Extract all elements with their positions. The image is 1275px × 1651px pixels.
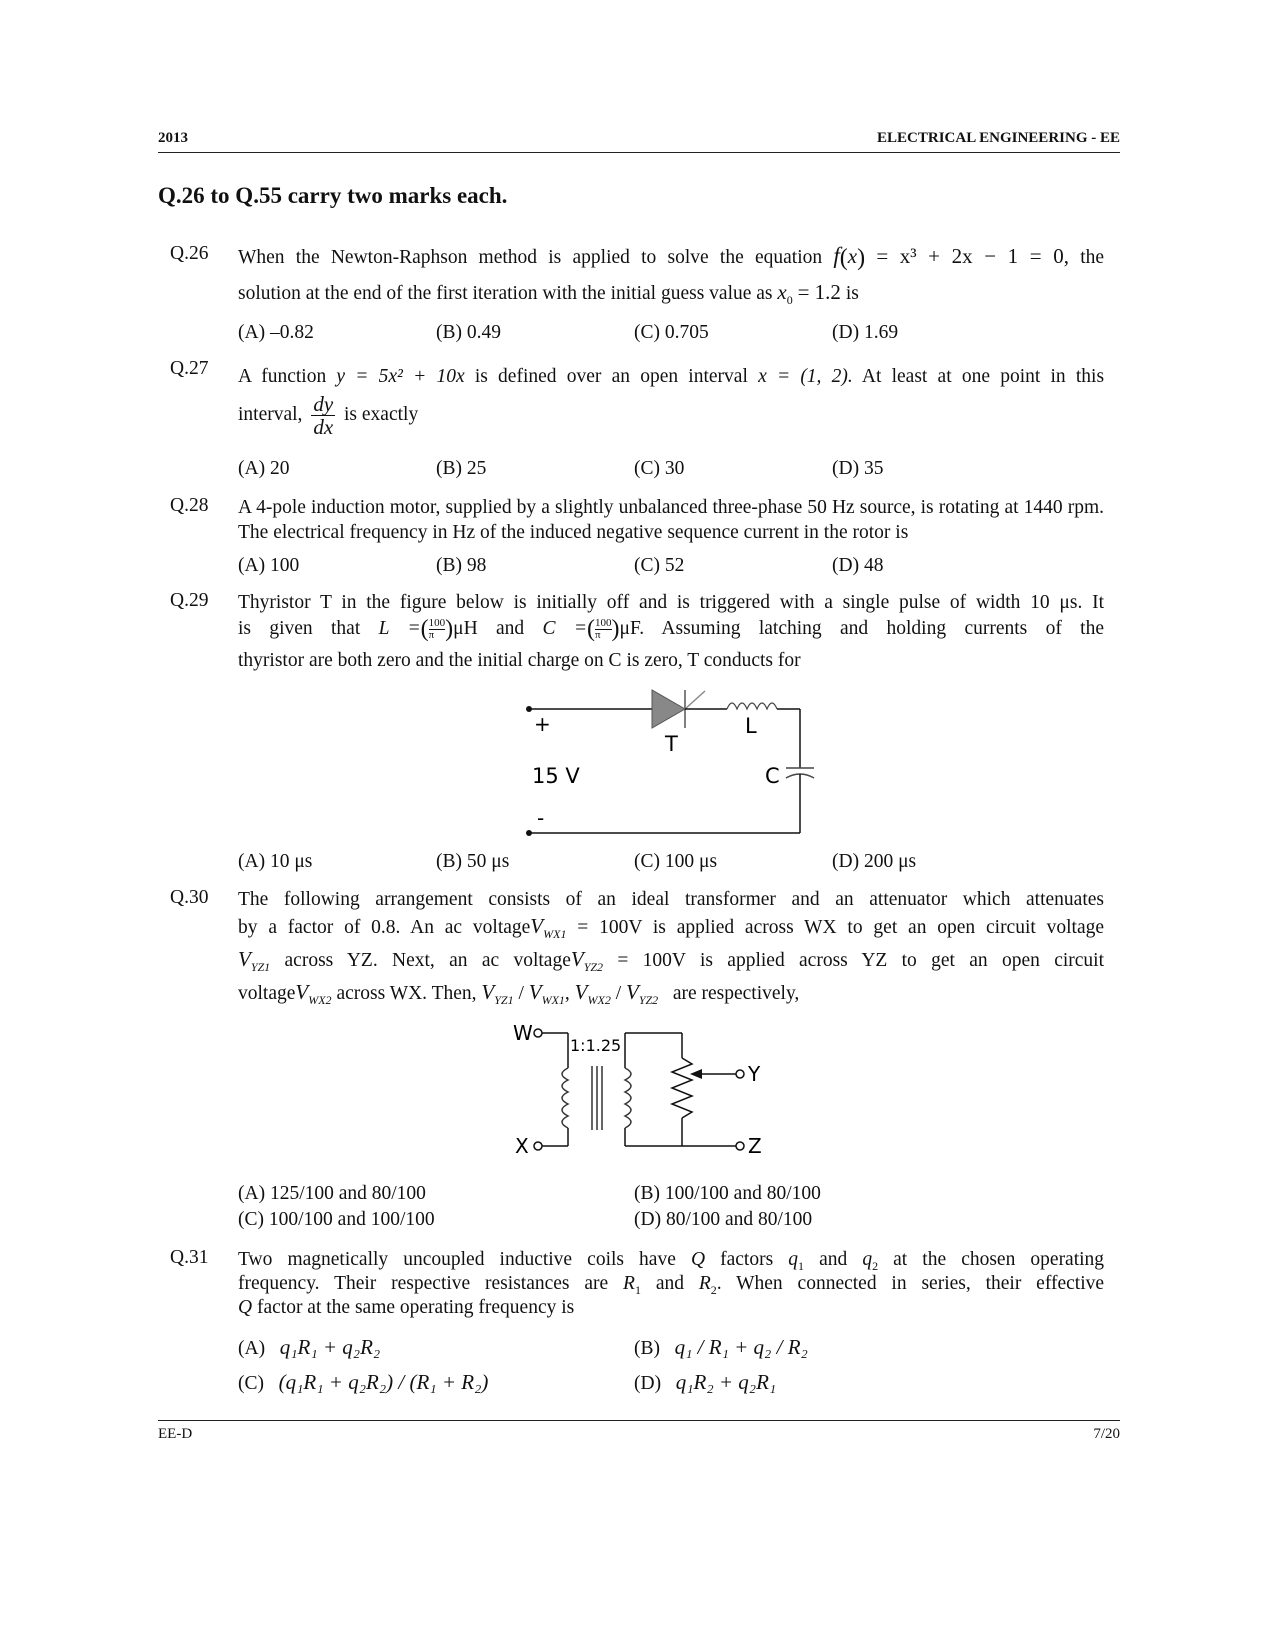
q31-number: Q.31: [170, 1247, 209, 1268]
terminal-z-label: Z: [748, 1134, 762, 1158]
q29-number: Q.29: [170, 590, 209, 611]
q26-line2: solution at the end of the first iteration with the initial guess value as $x_0 = 1.2$ is: [238, 280, 859, 307]
q29-option-c[interactable]: (C) 100 μs: [634, 851, 718, 872]
q27-line2: interval, $\frac{dy}{dx}$ is exactly: [238, 392, 419, 439]
terminal-w-label: W: [513, 1021, 533, 1045]
q31-option-c[interactable]: (C) (q₁R₁ + q₂R₂) / (R₁ + R₂): [238, 1370, 489, 1394]
q27-option-a[interactable]: (A) 20: [238, 458, 290, 479]
q31-option-d[interactable]: (D) q₁R₂ + q₂R₁: [634, 1370, 777, 1394]
potentiometer-resistor: [672, 1058, 692, 1118]
q30-option-a[interactable]: (A) 125/100 and 80/100: [238, 1183, 426, 1204]
q30-line4: voltageV$_{WX2}$ across WX. Then, $V_{YZ1} / V_{WX1}$, $V_{WX2} / V_{YZ2}$ are respectively,: [238, 980, 800, 1007]
q28-text: A 4-pole induction motor, supplied by a slightly unbalanced three-phase 50 Hz source, is rotating at 1440 rpm. The electrical frequency in Hz of the induced negative sequence current in the rotor is: [238, 497, 1104, 543]
terminal-bottom: [526, 830, 532, 836]
inductor-label: L: [745, 714, 757, 738]
terminal-y: [736, 1070, 744, 1078]
q28-option-d[interactable]: (D) 48: [832, 555, 884, 576]
q28-option-b[interactable]: (B) 98: [436, 555, 487, 576]
q30-line2: by a factor of 0.8. An ac voltageV$_{WX1}$ = 100V is applied across WX to get an open circuit voltage: [238, 914, 1105, 941]
header-year: 2013: [158, 130, 188, 146]
terminal-w: [534, 1029, 542, 1037]
footer-code: EE-D: [158, 1426, 193, 1442]
page-number: 7/20: [1093, 1426, 1120, 1442]
terminal-x-label: X: [515, 1134, 529, 1158]
terminal-y-label: Y: [748, 1062, 761, 1086]
q31-option-b[interactable]: (B) q₁ / R₁ + q₂ / R₂: [634, 1335, 808, 1359]
q31-line2: frequency. Their respective resistances are $R_1$ and $R_2$. When connected in series, their effective: [238, 1273, 1105, 1297]
header-subject: ELECTRICAL ENGINEERING - EE: [877, 130, 1120, 146]
transformer-attenuator-figure: [510, 1018, 780, 1168]
q31-line3: Q factor at the same operating frequency is: [238, 1297, 575, 1318]
thyristor-label: T: [665, 732, 678, 756]
q29-option-b[interactable]: (B) 50 μs: [436, 851, 510, 872]
q26-option-d[interactable]: (D) 1.69: [832, 322, 899, 343]
q27-option-d[interactable]: (D) 35: [832, 458, 884, 479]
q30-option-c[interactable]: (C) 100/100 and 100/100: [238, 1209, 435, 1230]
q26-option-c[interactable]: (C) 0.705: [634, 322, 709, 343]
source-label: 15 V: [532, 764, 580, 788]
q31-option-a[interactable]: (A) q₁R₁ + q₂R₂: [238, 1335, 381, 1359]
q26-option-b[interactable]: (B) 0.49: [436, 322, 501, 343]
plus-label: +: [534, 712, 551, 736]
turns-ratio-label: 1:1.25: [570, 1036, 622, 1055]
q29-line2: is given that L =( $\frac{100}{\pi})\mu H$ and C =( $\frac{100}{\pi})\mu F$. Assuming latching and holding currents of the: [238, 616, 1104, 643]
header-rule: [158, 152, 1120, 153]
section-title: Q.26 to Q.55 carry two marks each.: [158, 183, 508, 208]
q29-option-d[interactable]: (D) 200 μs: [832, 851, 917, 872]
minus-label: -: [537, 806, 545, 830]
q27-line1: A function y = 5x² + 10x is defined over an open interval x = (1, 2). At least at one point in this: [238, 366, 1105, 387]
thyristor-gate: [685, 691, 705, 709]
wiper-arrow: [690, 1069, 702, 1079]
q30-line3: $V_{YZ1}$ across YZ. Next, an ac voltageV$_{YZ2}$ = 100V is applied across YZ to get an open circuit: [238, 947, 1105, 974]
footer-rule: [158, 1420, 1120, 1421]
terminal-z: [736, 1142, 744, 1150]
q30-number: Q.30: [170, 887, 209, 908]
q27-number: Q.27: [170, 358, 209, 379]
terminal-x: [534, 1142, 542, 1150]
q30-option-b[interactable]: (B) 100/100 and 80/100: [634, 1183, 821, 1204]
q29-line1: Thyristor T in the figure below is initially off and is triggered with a single pulse of width 10 μs. It: [238, 592, 1104, 613]
q27-option-b[interactable]: (B) 25: [436, 458, 487, 479]
q26-option-a[interactable]: (A) –0.82: [238, 322, 314, 343]
q26-line1: When the Newton-Raphson method is applied to solve the equation f(x) = x³ + 2x − 1 = 0, the: [238, 243, 1105, 272]
q30-line1: The following arrangement consists of an ideal transformer and an attenuator which attenuates: [238, 889, 1104, 910]
q30-option-d[interactable]: (D) 80/100 and 80/100: [634, 1209, 813, 1230]
inductor-symbol: [727, 703, 777, 709]
q29-line3: thyristor are both zero and the initial charge on C is zero, T conducts for: [238, 650, 801, 671]
q26-number: Q.26: [170, 243, 209, 264]
q27-option-c[interactable]: (C) 30: [634, 458, 685, 479]
q31-line1: Two magnetically uncoupled inductive coils have Q factors $q_1$ and $q_2$ at the chosen operating: [238, 1249, 1105, 1273]
q29-option-a[interactable]: (A) 10 μs: [238, 851, 313, 872]
thyristor-circuit-figure: [520, 685, 820, 845]
capacitor-label: C: [765, 764, 780, 788]
q28-number: Q.28: [170, 495, 209, 516]
primary-winding: [562, 1068, 568, 1128]
q28-option-a[interactable]: (A) 100: [238, 555, 300, 576]
q28-option-c[interactable]: (C) 52: [634, 555, 685, 576]
thyristor-symbol: [652, 690, 685, 728]
secondary-winding: [625, 1068, 631, 1128]
